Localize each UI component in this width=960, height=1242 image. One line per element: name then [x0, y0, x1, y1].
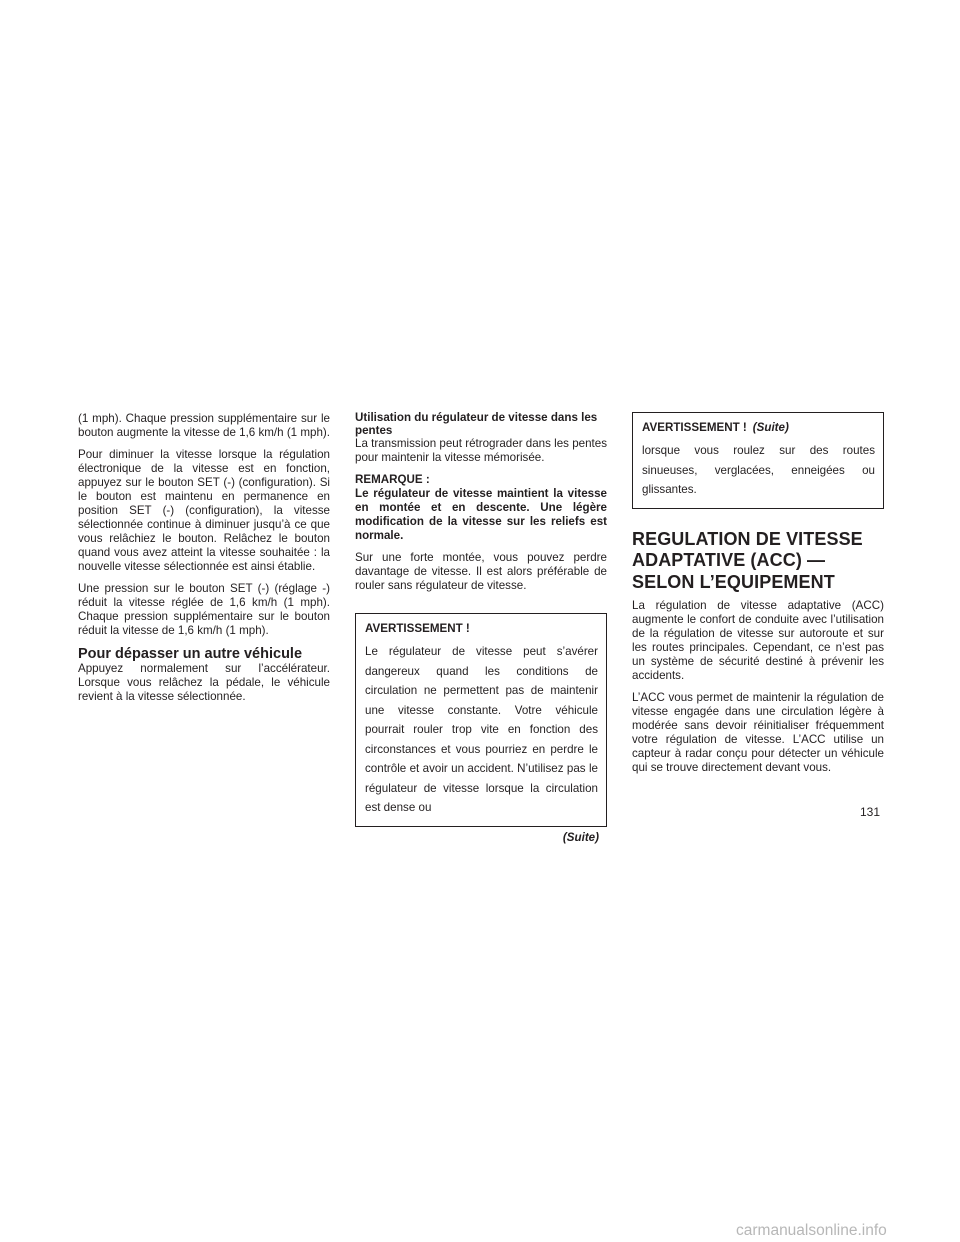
paragraph: (1 mph). Chaque pression supplémentaire sur le bouton augmente la vitesse de 1,6 km/h (1 mph).: [78, 412, 330, 439]
paragraph: La régulation de vitesse adaptative (ACC) augmente le confort de conduite avec l’utilisation de la régulation de vitesse sur autoroute et sur les routes principales. Cependant, ce n’est pas un système de sécurité destiné à prévenir les accidents.: [632, 599, 884, 682]
warning-title-text: AVERTISSEMENT !: [642, 421, 747, 434]
page-number: 131: [860, 805, 881, 819]
warning-text: lorsque vous roulez sur des routes sinueuses, verglacées, enneigées ou glissantes.: [642, 444, 875, 496]
warning-text: Le régulateur de vitesse peut s’avérer dangereux quand les conditions de circulation ne permettent pas de maintenir une vitesse constante. Votre véhicule pourrait rouler trop vite en fonction des circonstances et vous pourriez en perdre le contrôle et avoir un accident. N’utilisez pas le régulateur de vitesse lorsque la circulation est dense ou: [365, 645, 598, 814]
watermark: carmanualsonline.info: [736, 1222, 887, 1239]
paragraph: L’ACC vous permet de maintenir la régulation de vitesse engagée dans une circulation légère à modérée sans devoir réinitialiser fréquemment votre régulation de vitesse. L’ACC utilise un capteur à radar conçu pour détecter un véhicule qui se trouve directement devant vous.: [632, 691, 884, 774]
warning-box: [355, 613, 607, 827]
paragraph: Appuyez normalement sur l’accélérateur. Lorsque vous relâchez la pédale, le véhicule revient à la vitesse sélectionnée.: [78, 662, 330, 703]
warning-title: [642, 421, 875, 434]
note-text: Le régulateur de vitesse maintient la vitesse en montée et en descente. Une légère modification de la vitesse sur les reliefs est normale.: [355, 487, 607, 542]
subheading-slopes: Utilisation du régulateur de vitesse dans les pentes: [355, 411, 598, 437]
paragraph: Une pression sur le bouton SET (-) (réglage -) réduit la vitesse réglée de 1,6 km/h (1 mph). Chaque pression supplémentaire sur le bouton réduit la vitesse de 1,6 km/h (1 mph).: [78, 582, 330, 637]
column-middle: [355, 412, 607, 844]
paragraph: Pour diminuer la vitesse lorsque la régulation électronique de la vitesse est en fonction, appuyez sur le bouton SET (-) (configuration). Si le bouton est maintenu en permanence en position SET (-) (configuration), la vitesse sélectionnée continue à diminuer jusqu’à ce que vous relâchiez le bouton. Relâchez le bouton quand vous avez atteint la vitesse souhaitée : la nouvelle vitesse sélectionnée est ainsi établie.: [78, 448, 330, 573]
section-heading-overtaking: Pour dépasser un autre véhicule: [78, 646, 303, 662]
continued-label: (Suite): [562, 830, 599, 844]
warning-continued-label: (Suite): [752, 421, 789, 434]
warning-box-continued: [632, 412, 884, 509]
paragraph: Sur une forte montée, vous pouvez perdre davantage de vitesse. Il est alors préférable de rouler sans régulateur de vitesse.: [355, 551, 607, 592]
warning-title: AVERTISSEMENT !: [365, 622, 470, 635]
column-right: [632, 412, 884, 783]
section-heading-acc: REGULATION DE VITESSE ADAPTATIVE (ACC) — SELON L’EQUIPEMENT: [632, 528, 863, 592]
paragraph: La transmission peut rétrograder dans les pentes pour maintenir la vitesse mémorisée.: [355, 437, 607, 464]
column-left: [78, 412, 330, 712]
note-label: REMARQUE :: [355, 473, 430, 486]
